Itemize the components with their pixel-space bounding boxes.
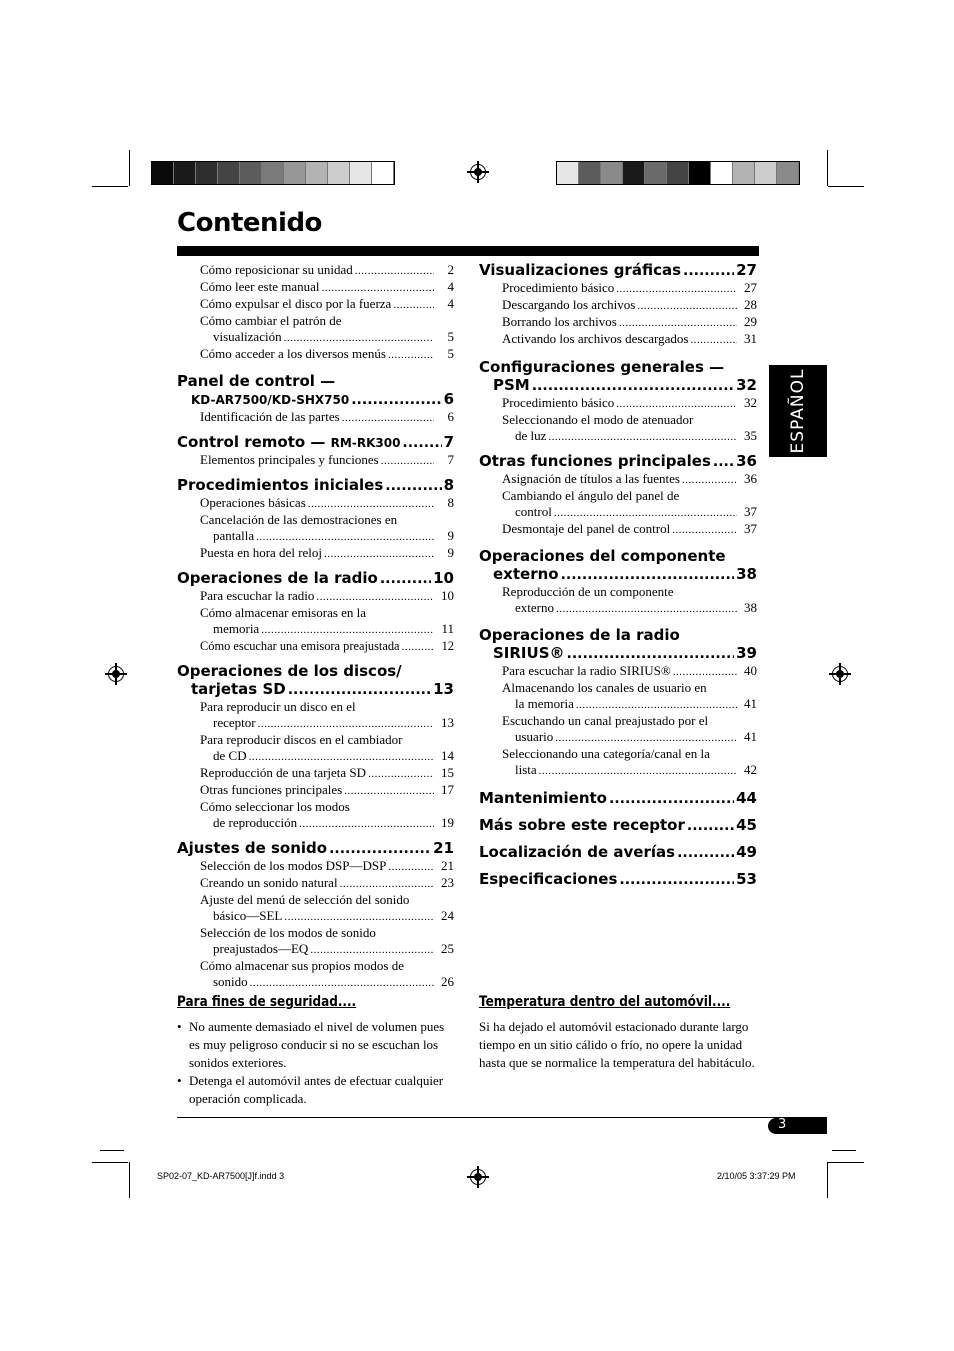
toc-section-radio[interactable]: Operaciones de la radio ..... 10 <box>177 569 454 588</box>
color-swatch <box>777 162 799 184</box>
color-swatch <box>601 162 623 184</box>
color-swatch <box>372 162 394 184</box>
toc-item[interactable]: Cómo leer este manual ..... 4 <box>177 279 454 296</box>
toc-item: Cómo cambiar el patrón de <box>200 313 342 328</box>
safety-bullet: • No aumente demasiado el nivel de volumen pues es muy peligroso conducir si no se escuchan los sonidos exteriores. <box>177 1018 457 1072</box>
color-bar-left <box>151 161 395 185</box>
toc-item[interactable]: Elementos principales y funciones ..... 7 <box>177 452 454 469</box>
toc-section-sirius[interactable]: Operaciones de la radio <box>479 626 680 644</box>
temperature-heading: Temperatura dentro del automóvil.... <box>479 994 731 1010</box>
crop-mark <box>129 150 130 186</box>
toc-item[interactable]: Asignación de títulos a las fuentes ..... 36 <box>479 471 757 488</box>
page-number-box <box>768 1118 827 1134</box>
toc-item[interactable]: de luz ..... 35 <box>479 428 757 445</box>
toc-item: Seleccionando el modo de atenuador <box>502 412 694 427</box>
toc-item: Para reproducir discos en el cambiador <box>200 732 403 747</box>
toc-item[interactable]: Desmontaje del panel de control ..... 37 <box>479 521 757 538</box>
color-swatch <box>328 162 350 184</box>
toc-item[interactable]: Cómo acceder a los diversos menús ..... 5 <box>177 346 454 363</box>
color-swatch <box>667 162 689 184</box>
toc-item[interactable]: lista ..... 42 <box>479 762 757 779</box>
color-swatch <box>623 162 645 184</box>
toc-section-graphics[interactable]: Visualizaciones gráficas ..... 27 <box>479 261 757 280</box>
toc-item: Cómo almacenar emisoras en la <box>200 605 367 620</box>
registration-mark-icon <box>108 666 124 682</box>
footer-file: SP02-07_KD-AR7500[J]f.indd 3 <box>157 1171 285 1181</box>
color-swatch <box>645 162 667 184</box>
toc-item[interactable]: Cómo escuchar una emisora preajustada ..... 12 <box>177 638 454 655</box>
toc-item[interactable]: Cómo reposicionar su unidad ..... 2 <box>177 262 454 279</box>
color-swatch <box>218 162 240 184</box>
temperature-note: Si ha dejado el automóvil estacionado durante largo tiempo en un sitio cálido o frío, no opere la unidad hasta que se normalice la temperatura del habitáculo. <box>479 1019 755 1070</box>
toc-item: Cancelación de las demostraciones en <box>200 512 398 527</box>
language-tab: ESPAÑOL <box>769 365 827 457</box>
toc-item: Cambiando el ángulo del panel de <box>502 488 680 503</box>
footer-timestamp: 2/10/05 3:37:29 PM <box>717 1171 796 1181</box>
toc-item[interactable]: control ..... 37 <box>479 504 757 521</box>
color-swatch <box>689 162 711 184</box>
page-title: Contenido <box>177 208 322 238</box>
color-swatch <box>152 162 174 184</box>
color-swatch <box>306 162 328 184</box>
toc-left-column <box>177 262 454 991</box>
toc-item[interactable]: de reproducción ..... 19 <box>177 815 454 832</box>
toc-item: Cómo seleccionar los modos <box>200 799 350 814</box>
toc-section-panel-model[interactable]: KD-AR7500/KD-SHX750 ..... 6 <box>177 390 454 409</box>
toc-item[interactable]: Creando un sonido natural ..... 23 <box>177 875 454 892</box>
registration-mark-icon <box>470 164 486 180</box>
toc-item[interactable]: Para escuchar la radio SIRIUS® ..... 40 <box>479 663 757 680</box>
color-swatch <box>711 162 733 184</box>
toc-item[interactable]: Procedimiento básico ..... 27 <box>479 280 757 297</box>
toc-section-sirius-cont[interactable]: SIRIUS® ..... 39 <box>479 644 757 663</box>
page-number: 3 <box>778 1117 787 1132</box>
toc-section-external[interactable]: Operaciones del componente <box>479 547 726 565</box>
toc-section-external-cont[interactable]: externo ..... 38 <box>479 565 757 584</box>
safety-bullet: • Detenga el automóvil antes de efectuar cualquier operación complicada. <box>177 1072 457 1108</box>
title-rule <box>177 246 759 256</box>
toc-section-discs-cont[interactable]: tarjetas SD ..... 13 <box>177 680 454 699</box>
crop-mark <box>100 1150 124 1151</box>
toc-item[interactable]: Para escuchar la radio ..... 10 <box>177 588 454 605</box>
toc-item[interactable]: básico—SEL ..... 24 <box>177 908 454 925</box>
safety-notes <box>177 1018 457 1108</box>
toc-item: Para reproducir un disco en el <box>200 699 356 714</box>
crop-mark <box>92 186 128 187</box>
toc-item[interactable]: Borrando los archivos ..... 29 <box>479 314 757 331</box>
toc-section-general-cont[interactable]: PSM ..... 32 <box>479 376 757 395</box>
crop-mark <box>827 150 828 186</box>
toc-section-maintenance[interactable]: Mantenimiento ..... 44 <box>479 789 757 808</box>
color-swatch <box>240 162 262 184</box>
toc-section-other[interactable]: Otras funciones principales ..... 36 <box>479 452 757 471</box>
safety-heading: Para fines de seguridad.... <box>177 994 357 1010</box>
toc-item[interactable]: usuario ..... 41 <box>479 729 757 746</box>
toc-item[interactable]: Descargando los archivos ..... 28 <box>479 297 757 314</box>
toc-section-discs[interactable]: Operaciones de los discos/ <box>177 662 402 680</box>
color-swatch <box>755 162 777 184</box>
registration-mark-icon <box>832 666 848 682</box>
toc-item[interactable]: Puesta en hora del reloj ..... 9 <box>177 545 454 562</box>
color-swatch <box>557 162 579 184</box>
toc-item[interactable]: preajustados—EQ ..... 25 <box>177 941 454 958</box>
crop-mark <box>92 1162 128 1163</box>
toc-item[interactable]: Identificación de las partes ..... 6 <box>177 409 454 426</box>
registration-mark-icon <box>470 1169 486 1185</box>
crop-mark <box>832 1150 856 1151</box>
color-swatch <box>284 162 306 184</box>
toc-item[interactable]: receptor ..... 13 <box>177 715 454 732</box>
toc-item[interactable]: memoria ..... 11 <box>177 621 454 638</box>
toc-item: Escuchando un canal preajustado por el <box>502 713 709 728</box>
toc-item: Seleccionando una categoría/canal en la <box>502 746 710 761</box>
toc-item[interactable]: Procedimiento básico ..... 32 <box>479 395 757 412</box>
toc-item[interactable]: la memoria ..... 41 <box>479 696 757 713</box>
toc-item[interactable]: pantalla ..... 9 <box>177 528 454 545</box>
toc-item[interactable]: visualización ..... 5 <box>177 329 454 346</box>
toc-item[interactable]: Otras funciones principales ..... 17 <box>177 782 454 799</box>
crop-mark <box>129 1162 130 1198</box>
crop-mark <box>827 1162 828 1198</box>
color-swatch <box>733 162 755 184</box>
toc-section-specs[interactable]: Especificaciones ..... 53 <box>479 870 757 889</box>
toc-item: Selección de los modos de sonido <box>200 925 376 940</box>
crop-mark <box>828 1162 864 1163</box>
color-swatch <box>174 162 196 184</box>
toc-item[interactable]: externo ..... 38 <box>479 600 757 617</box>
toc-section-sound[interactable]: Ajustes de sonido ..... 21 <box>177 839 454 858</box>
toc-item[interactable]: Selección de los modos DSP—DSP ..... 21 <box>177 858 454 875</box>
toc-item[interactable]: de CD ..... 14 <box>177 748 454 765</box>
color-swatch <box>196 162 218 184</box>
bottom-rule <box>177 1117 827 1118</box>
toc-section-panel[interactable]: Panel de control — <box>177 372 336 390</box>
toc-section-general[interactable]: Configuraciones generales — <box>479 358 725 376</box>
toc-item[interactable]: Activando los archivos descargados ..... 31 <box>479 331 757 348</box>
crop-mark <box>828 186 864 187</box>
toc-item: Reproducción de un componente <box>502 584 674 599</box>
toc-section-remote[interactable]: Control remoto — RM-RK300 ..... 7 <box>177 433 454 452</box>
toc-section-initial[interactable]: Procedimientos iniciales ..... 8 <box>177 476 454 495</box>
toc-item[interactable]: sonido ..... 26 <box>177 974 454 991</box>
toc-item: Almacenando los canales de usuario en <box>502 680 707 695</box>
toc-item[interactable]: Cómo expulsar el disco por la fuerza ..... 4 <box>177 296 454 313</box>
color-bar-right <box>556 161 800 185</box>
toc-item[interactable]: Reproducción de una tarjeta SD ..... 15 <box>177 765 454 782</box>
toc-item: Ajuste del menú de selección del sonido <box>200 892 410 907</box>
toc-section-more[interactable]: Más sobre este receptor ..... 45 <box>479 816 757 835</box>
color-swatch <box>262 162 284 184</box>
toc-section-troubleshooting[interactable]: Localización de averías ..... 49 <box>479 843 757 862</box>
toc-item: Cómo almacenar sus propios modos de <box>200 958 404 973</box>
toc-right-column <box>479 261 757 889</box>
toc-item[interactable]: Operaciones básicas ..... 8 <box>177 495 454 512</box>
color-swatch <box>350 162 372 184</box>
color-swatch <box>579 162 601 184</box>
